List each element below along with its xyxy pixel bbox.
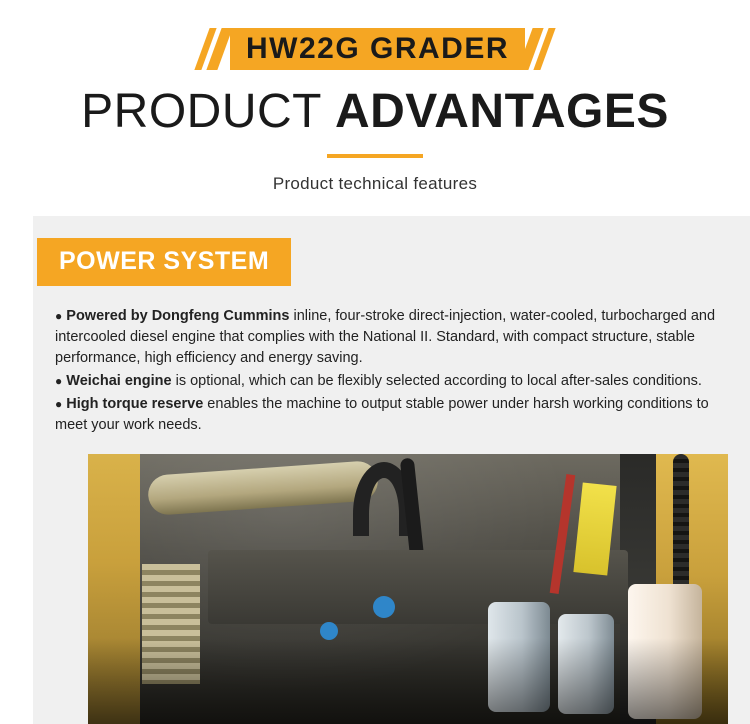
bullet-lead: Powered by Dongfeng Cummins (66, 308, 290, 324)
bullet-text: inline, four-stroke direct-injection, water-cooled, turbocharged and intercooled diesel engine that complies with the National II. Standard, with compact structure, stable performance, high efficiency and energy saving. (55, 308, 716, 366)
corrugated-hose (673, 454, 689, 604)
engine-block (208, 550, 628, 624)
photo-vignette (88, 638, 728, 724)
engine-photo-image (88, 454, 728, 724)
page-subtitle: Product technical features (272, 174, 478, 193)
bullet-text: is optional, which can be flexibly selected according to local after-sales conditions. (171, 373, 702, 389)
page-title-bold: ADVANTAGES (334, 85, 669, 138)
power-system-panel (33, 216, 750, 724)
left-slashes-icon (202, 28, 230, 70)
feature-bullet-list (55, 306, 726, 436)
bullet-dot-icon: ● (55, 397, 63, 411)
page-title-light: PRODUCT (81, 85, 322, 138)
ribbon-title-row (0, 28, 750, 70)
section-tag-power-system: POWER SYSTEM (37, 238, 291, 286)
title-divider (327, 154, 423, 158)
bullet-dot-icon: ● (55, 309, 63, 323)
right-slashes-icon (525, 28, 548, 70)
bullet-lead: High torque reserve (66, 396, 204, 412)
page-header (0, 0, 750, 194)
list-item (55, 394, 726, 436)
list-item (55, 371, 726, 392)
bullet-lead: Weichai engine (66, 373, 172, 389)
model-ribbon: HW22G GRADER (230, 28, 525, 70)
page-title (0, 84, 750, 140)
bullet-dot-icon: ● (55, 374, 63, 388)
engine-photo (88, 454, 728, 724)
blue-cap (373, 596, 395, 618)
bullet-text: enables the machine to output stable power under harsh working conditions to meet your work needs. (55, 396, 709, 433)
list-item (55, 306, 726, 369)
